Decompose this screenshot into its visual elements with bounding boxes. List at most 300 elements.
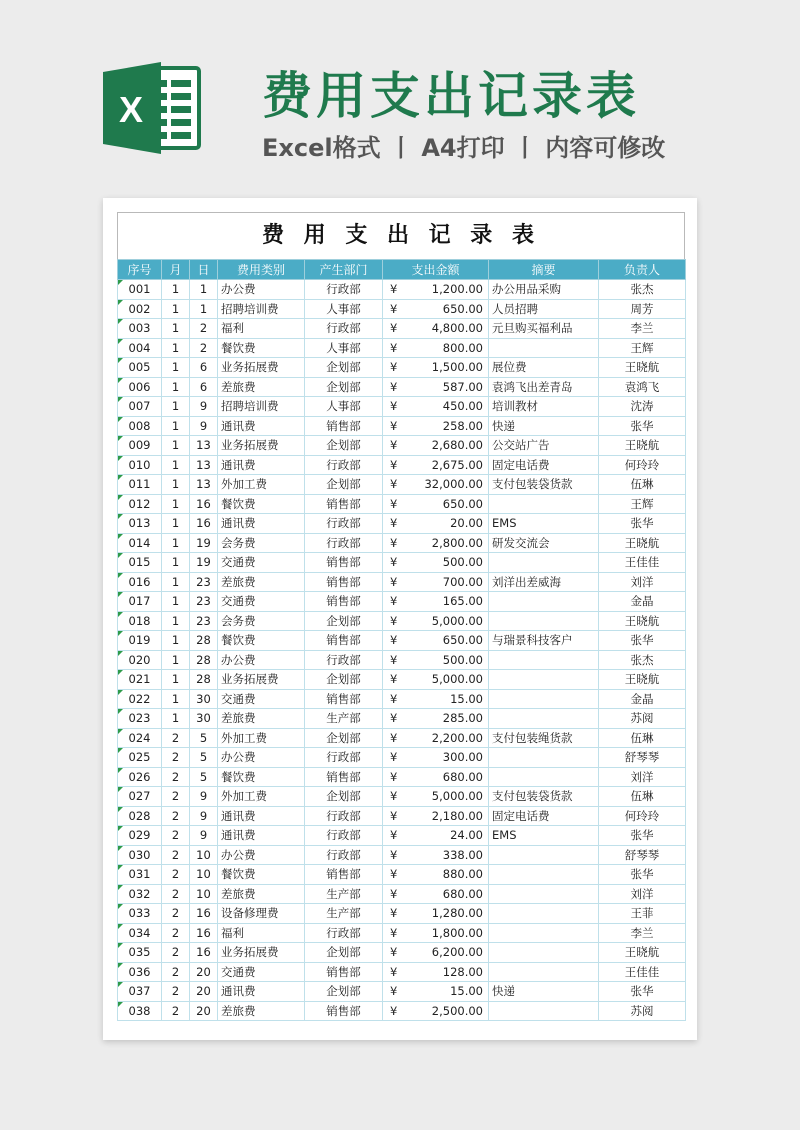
cell-category[interactable]: 办公费 bbox=[218, 845, 305, 865]
cell-summary[interactable]: 支付包装袋货款 bbox=[489, 787, 599, 807]
cell-amount[interactable] bbox=[383, 728, 489, 748]
cell-day[interactable]: 16 bbox=[190, 923, 218, 943]
cell-month[interactable]: 1 bbox=[162, 338, 190, 358]
cell-category[interactable]: 餐饮费 bbox=[218, 631, 305, 651]
cell-amount[interactable] bbox=[383, 748, 489, 768]
cell-category[interactable]: 差旅费 bbox=[218, 709, 305, 729]
cell-seq[interactable]: 021 bbox=[118, 670, 162, 690]
cell-summary[interactable]: EMS bbox=[489, 826, 599, 846]
cell-seq[interactable]: 034 bbox=[118, 923, 162, 943]
cell-day[interactable]: 20 bbox=[190, 982, 218, 1002]
cell-day[interactable]: 9 bbox=[190, 787, 218, 807]
cell-category[interactable]: 交通费 bbox=[218, 592, 305, 612]
cell-summary[interactable] bbox=[489, 689, 599, 709]
cell-department[interactable]: 行政部 bbox=[305, 514, 383, 534]
cell-day[interactable]: 5 bbox=[190, 767, 218, 787]
cell-summary[interactable] bbox=[489, 611, 599, 631]
cell-summary[interactable] bbox=[489, 592, 599, 612]
cell-day[interactable]: 23 bbox=[190, 572, 218, 592]
cell-owner[interactable]: 张华 bbox=[599, 416, 686, 436]
cell-month[interactable]: 1 bbox=[162, 280, 190, 300]
cell-owner[interactable]: 舒琴琴 bbox=[599, 748, 686, 768]
cell-amount[interactable] bbox=[383, 650, 489, 670]
cell-amount[interactable] bbox=[383, 475, 489, 495]
cell-category[interactable]: 交通费 bbox=[218, 689, 305, 709]
cell-day[interactable]: 9 bbox=[190, 397, 218, 417]
cell-amount[interactable] bbox=[383, 787, 489, 807]
cell-category[interactable]: 差旅费 bbox=[218, 1001, 305, 1021]
col-header-category[interactable]: 费用类别 bbox=[218, 260, 305, 280]
cell-amount[interactable] bbox=[383, 572, 489, 592]
cell-summary[interactable] bbox=[489, 943, 599, 963]
cell-category[interactable]: 办公费 bbox=[218, 280, 305, 300]
cell-owner[interactable]: 王佳佳 bbox=[599, 962, 686, 982]
cell-summary[interactable] bbox=[489, 923, 599, 943]
cell-month[interactable]: 2 bbox=[162, 865, 190, 885]
cell-month[interactable]: 1 bbox=[162, 592, 190, 612]
cell-day[interactable]: 9 bbox=[190, 826, 218, 846]
cell-seq[interactable]: 037 bbox=[118, 982, 162, 1002]
cell-summary[interactable]: 快递 bbox=[489, 416, 599, 436]
cell-seq[interactable]: 001 bbox=[118, 280, 162, 300]
cell-department[interactable]: 销售部 bbox=[305, 553, 383, 573]
cell-summary[interactable]: 支付包装绳货款 bbox=[489, 728, 599, 748]
cell-category[interactable]: 外加工费 bbox=[218, 475, 305, 495]
cell-month[interactable]: 1 bbox=[162, 416, 190, 436]
cell-seq[interactable]: 014 bbox=[118, 533, 162, 553]
cell-day[interactable]: 6 bbox=[190, 358, 218, 378]
cell-category[interactable]: 交通费 bbox=[218, 553, 305, 573]
cell-seq[interactable]: 027 bbox=[118, 787, 162, 807]
cell-department[interactable]: 人事部 bbox=[305, 397, 383, 417]
cell-summary[interactable]: 公交站广告 bbox=[489, 436, 599, 456]
cell-day[interactable]: 10 bbox=[190, 845, 218, 865]
cell-day[interactable]: 2 bbox=[190, 319, 218, 339]
cell-summary[interactable]: 研发交流会 bbox=[489, 533, 599, 553]
cell-summary[interactable]: 与瑞景科技客户 bbox=[489, 631, 599, 651]
cell-category[interactable]: 招聘培训费 bbox=[218, 397, 305, 417]
cell-day[interactable]: 30 bbox=[190, 689, 218, 709]
cell-day[interactable]: 6 bbox=[190, 377, 218, 397]
cell-department[interactable]: 行政部 bbox=[305, 748, 383, 768]
cell-seq[interactable]: 035 bbox=[118, 943, 162, 963]
cell-owner[interactable]: 李兰 bbox=[599, 319, 686, 339]
cell-category[interactable]: 外加工费 bbox=[218, 787, 305, 807]
cell-month[interactable]: 1 bbox=[162, 319, 190, 339]
cell-department[interactable]: 企划部 bbox=[305, 436, 383, 456]
cell-category[interactable]: 外加工费 bbox=[218, 728, 305, 748]
cell-day[interactable]: 20 bbox=[190, 962, 218, 982]
cell-department[interactable]: 企划部 bbox=[305, 982, 383, 1002]
cell-seq[interactable]: 002 bbox=[118, 299, 162, 319]
cell-department[interactable]: 行政部 bbox=[305, 319, 383, 339]
cell-day[interactable]: 19 bbox=[190, 533, 218, 553]
cell-category[interactable]: 福利 bbox=[218, 319, 305, 339]
cell-summary[interactable] bbox=[489, 962, 599, 982]
cell-day[interactable]: 28 bbox=[190, 650, 218, 670]
cell-category[interactable]: 业务拓展费 bbox=[218, 436, 305, 456]
cell-department[interactable]: 企划部 bbox=[305, 377, 383, 397]
cell-seq[interactable]: 007 bbox=[118, 397, 162, 417]
cell-amount[interactable] bbox=[383, 923, 489, 943]
cell-day[interactable]: 9 bbox=[190, 806, 218, 826]
cell-department[interactable]: 企划部 bbox=[305, 787, 383, 807]
cell-summary[interactable]: 固定电话费 bbox=[489, 806, 599, 826]
cell-seq[interactable]: 017 bbox=[118, 592, 162, 612]
cell-department[interactable]: 企划部 bbox=[305, 943, 383, 963]
cell-summary[interactable]: EMS bbox=[489, 514, 599, 534]
cell-seq[interactable]: 026 bbox=[118, 767, 162, 787]
cell-month[interactable]: 1 bbox=[162, 377, 190, 397]
cell-summary[interactable]: 固定电话费 bbox=[489, 455, 599, 475]
cell-summary[interactable] bbox=[489, 553, 599, 573]
cell-amount[interactable] bbox=[383, 436, 489, 456]
cell-owner[interactable]: 伍琳 bbox=[599, 475, 686, 495]
cell-category[interactable]: 差旅费 bbox=[218, 884, 305, 904]
cell-month[interactable]: 1 bbox=[162, 709, 190, 729]
cell-amount[interactable] bbox=[383, 982, 489, 1002]
cell-month[interactable]: 1 bbox=[162, 397, 190, 417]
cell-month[interactable]: 2 bbox=[162, 982, 190, 1002]
cell-owner[interactable]: 王晓航 bbox=[599, 358, 686, 378]
cell-owner[interactable]: 伍琳 bbox=[599, 787, 686, 807]
cell-owner[interactable]: 张华 bbox=[599, 982, 686, 1002]
cell-category[interactable]: 办公费 bbox=[218, 748, 305, 768]
cell-month[interactable]: 1 bbox=[162, 670, 190, 690]
cell-seq[interactable]: 005 bbox=[118, 358, 162, 378]
cell-summary[interactable] bbox=[489, 494, 599, 514]
cell-owner[interactable]: 刘洋 bbox=[599, 884, 686, 904]
cell-summary[interactable]: 展位费 bbox=[489, 358, 599, 378]
cell-seq[interactable]: 012 bbox=[118, 494, 162, 514]
cell-owner[interactable]: 李兰 bbox=[599, 923, 686, 943]
cell-owner[interactable]: 金晶 bbox=[599, 689, 686, 709]
cell-amount[interactable] bbox=[383, 962, 489, 982]
cell-department[interactable]: 销售部 bbox=[305, 631, 383, 651]
cell-category[interactable]: 招聘培训费 bbox=[218, 299, 305, 319]
cell-day[interactable]: 9 bbox=[190, 416, 218, 436]
cell-seq[interactable]: 013 bbox=[118, 514, 162, 534]
cell-day[interactable]: 2 bbox=[190, 338, 218, 358]
cell-amount[interactable] bbox=[383, 631, 489, 651]
cell-month[interactable]: 1 bbox=[162, 553, 190, 573]
cell-category[interactable]: 通讯费 bbox=[218, 806, 305, 826]
cell-amount[interactable] bbox=[383, 299, 489, 319]
cell-category[interactable]: 差旅费 bbox=[218, 377, 305, 397]
cell-owner[interactable]: 王晓航 bbox=[599, 533, 686, 553]
cell-amount[interactable] bbox=[383, 826, 489, 846]
cell-owner[interactable]: 王辉 bbox=[599, 338, 686, 358]
cell-month[interactable]: 2 bbox=[162, 787, 190, 807]
cell-category[interactable]: 办公费 bbox=[218, 650, 305, 670]
cell-day[interactable]: 16 bbox=[190, 514, 218, 534]
cell-owner[interactable]: 苏阅 bbox=[599, 709, 686, 729]
cell-seq[interactable]: 024 bbox=[118, 728, 162, 748]
cell-day[interactable]: 23 bbox=[190, 592, 218, 612]
cell-department[interactable]: 行政部 bbox=[305, 806, 383, 826]
cell-department[interactable]: 企划部 bbox=[305, 358, 383, 378]
cell-department[interactable]: 企划部 bbox=[305, 670, 383, 690]
cell-month[interactable]: 1 bbox=[162, 689, 190, 709]
cell-department[interactable]: 销售部 bbox=[305, 767, 383, 787]
cell-month[interactable]: 1 bbox=[162, 475, 190, 495]
cell-category[interactable]: 通讯费 bbox=[218, 982, 305, 1002]
cell-day[interactable]: 1 bbox=[190, 280, 218, 300]
cell-category[interactable]: 通讯费 bbox=[218, 455, 305, 475]
col-header-department[interactable]: 产生部门 bbox=[305, 260, 383, 280]
cell-owner[interactable]: 王晓航 bbox=[599, 611, 686, 631]
col-header-day[interactable]: 日 bbox=[190, 260, 218, 280]
cell-department[interactable]: 行政部 bbox=[305, 826, 383, 846]
cell-month[interactable]: 1 bbox=[162, 299, 190, 319]
cell-month[interactable]: 2 bbox=[162, 728, 190, 748]
cell-month[interactable]: 2 bbox=[162, 884, 190, 904]
cell-amount[interactable] bbox=[383, 611, 489, 631]
cell-category[interactable]: 会务费 bbox=[218, 611, 305, 631]
cell-owner[interactable]: 伍琳 bbox=[599, 728, 686, 748]
cell-day[interactable]: 13 bbox=[190, 436, 218, 456]
cell-seq[interactable]: 025 bbox=[118, 748, 162, 768]
cell-owner[interactable]: 张杰 bbox=[599, 650, 686, 670]
cell-seq[interactable]: 015 bbox=[118, 553, 162, 573]
cell-month[interactable]: 2 bbox=[162, 923, 190, 943]
cell-amount[interactable] bbox=[383, 338, 489, 358]
cell-amount[interactable] bbox=[383, 358, 489, 378]
cell-amount[interactable] bbox=[383, 767, 489, 787]
cell-owner[interactable]: 袁鸿飞 bbox=[599, 377, 686, 397]
cell-month[interactable]: 1 bbox=[162, 631, 190, 651]
cell-summary[interactable]: 袁鸿飞出差青岛 bbox=[489, 377, 599, 397]
cell-owner[interactable]: 沈涛 bbox=[599, 397, 686, 417]
cell-month[interactable]: 1 bbox=[162, 494, 190, 514]
cell-owner[interactable]: 王菲 bbox=[599, 904, 686, 924]
cell-summary[interactable] bbox=[489, 338, 599, 358]
cell-amount[interactable] bbox=[383, 884, 489, 904]
cell-amount[interactable] bbox=[383, 904, 489, 924]
cell-seq[interactable]: 020 bbox=[118, 650, 162, 670]
cell-category[interactable]: 交通费 bbox=[218, 962, 305, 982]
cell-summary[interactable] bbox=[489, 650, 599, 670]
cell-amount[interactable] bbox=[383, 709, 489, 729]
cell-seq[interactable]: 010 bbox=[118, 455, 162, 475]
cell-owner[interactable]: 张华 bbox=[599, 865, 686, 885]
cell-category[interactable]: 餐饮费 bbox=[218, 494, 305, 514]
cell-summary[interactable] bbox=[489, 865, 599, 885]
cell-amount[interactable] bbox=[383, 514, 489, 534]
cell-summary[interactable] bbox=[489, 904, 599, 924]
cell-day[interactable]: 20 bbox=[190, 1001, 218, 1021]
cell-owner[interactable]: 王佳佳 bbox=[599, 553, 686, 573]
cell-category[interactable]: 餐饮费 bbox=[218, 767, 305, 787]
cell-owner[interactable]: 周芳 bbox=[599, 299, 686, 319]
cell-amount[interactable] bbox=[383, 319, 489, 339]
cell-month[interactable]: 1 bbox=[162, 533, 190, 553]
cell-amount[interactable] bbox=[383, 865, 489, 885]
cell-category[interactable]: 餐饮费 bbox=[218, 338, 305, 358]
cell-day[interactable]: 23 bbox=[190, 611, 218, 631]
cell-category[interactable]: 餐饮费 bbox=[218, 865, 305, 885]
cell-day[interactable]: 10 bbox=[190, 865, 218, 885]
cell-month[interactable]: 2 bbox=[162, 806, 190, 826]
cell-day[interactable]: 5 bbox=[190, 728, 218, 748]
cell-amount[interactable] bbox=[383, 377, 489, 397]
cell-amount[interactable] bbox=[383, 689, 489, 709]
cell-day[interactable]: 16 bbox=[190, 904, 218, 924]
cell-category[interactable]: 差旅费 bbox=[218, 572, 305, 592]
cell-owner[interactable]: 苏阅 bbox=[599, 1001, 686, 1021]
cell-seq[interactable]: 008 bbox=[118, 416, 162, 436]
cell-summary[interactable] bbox=[489, 767, 599, 787]
cell-day[interactable]: 28 bbox=[190, 670, 218, 690]
cell-summary[interactable]: 元旦购买福利品 bbox=[489, 319, 599, 339]
cell-amount[interactable] bbox=[383, 1001, 489, 1021]
cell-department[interactable]: 生产部 bbox=[305, 904, 383, 924]
cell-owner[interactable]: 刘洋 bbox=[599, 572, 686, 592]
cell-amount[interactable] bbox=[383, 592, 489, 612]
cell-seq[interactable]: 029 bbox=[118, 826, 162, 846]
cell-month[interactable]: 1 bbox=[162, 650, 190, 670]
cell-department[interactable]: 行政部 bbox=[305, 280, 383, 300]
cell-category[interactable]: 业务拓展费 bbox=[218, 670, 305, 690]
cell-day[interactable]: 30 bbox=[190, 709, 218, 729]
cell-seq[interactable]: 004 bbox=[118, 338, 162, 358]
cell-summary[interactable] bbox=[489, 748, 599, 768]
cell-seq[interactable]: 030 bbox=[118, 845, 162, 865]
cell-seq[interactable]: 006 bbox=[118, 377, 162, 397]
cell-owner[interactable]: 张华 bbox=[599, 826, 686, 846]
cell-seq[interactable]: 019 bbox=[118, 631, 162, 651]
cell-department[interactable]: 企划部 bbox=[305, 475, 383, 495]
cell-department[interactable]: 销售部 bbox=[305, 962, 383, 982]
cell-day[interactable]: 13 bbox=[190, 475, 218, 495]
cell-amount[interactable] bbox=[383, 553, 489, 573]
cell-seq[interactable]: 018 bbox=[118, 611, 162, 631]
cell-category[interactable]: 设备修理费 bbox=[218, 904, 305, 924]
cell-category[interactable]: 业务拓展费 bbox=[218, 358, 305, 378]
cell-summary[interactable] bbox=[489, 884, 599, 904]
col-header-month[interactable]: 月 bbox=[162, 260, 190, 280]
cell-amount[interactable] bbox=[383, 943, 489, 963]
cell-department[interactable]: 企划部 bbox=[305, 728, 383, 748]
cell-department[interactable]: 销售部 bbox=[305, 1001, 383, 1021]
cell-category[interactable]: 福利 bbox=[218, 923, 305, 943]
cell-owner[interactable]: 张杰 bbox=[599, 280, 686, 300]
cell-category[interactable]: 通讯费 bbox=[218, 826, 305, 846]
cell-month[interactable]: 1 bbox=[162, 455, 190, 475]
cell-category[interactable]: 业务拓展费 bbox=[218, 943, 305, 963]
cell-summary[interactable]: 刘洋出差威海 bbox=[489, 572, 599, 592]
cell-month[interactable]: 2 bbox=[162, 962, 190, 982]
cell-department[interactable]: 人事部 bbox=[305, 299, 383, 319]
cell-day[interactable]: 28 bbox=[190, 631, 218, 651]
cell-owner[interactable]: 张华 bbox=[599, 631, 686, 651]
cell-category[interactable]: 通讯费 bbox=[218, 416, 305, 436]
cell-seq[interactable]: 011 bbox=[118, 475, 162, 495]
cell-department[interactable]: 行政部 bbox=[305, 923, 383, 943]
cell-seq[interactable]: 003 bbox=[118, 319, 162, 339]
col-header-seq[interactable]: 序号 bbox=[118, 260, 162, 280]
cell-seq[interactable]: 023 bbox=[118, 709, 162, 729]
cell-department[interactable]: 销售部 bbox=[305, 865, 383, 885]
cell-department[interactable]: 行政部 bbox=[305, 650, 383, 670]
cell-summary[interactable] bbox=[489, 709, 599, 729]
cell-month[interactable]: 2 bbox=[162, 845, 190, 865]
cell-department[interactable]: 销售部 bbox=[305, 494, 383, 514]
cell-day[interactable]: 19 bbox=[190, 553, 218, 573]
cell-department[interactable]: 生产部 bbox=[305, 709, 383, 729]
cell-day[interactable]: 16 bbox=[190, 943, 218, 963]
col-header-amount[interactable]: 支出金额 bbox=[383, 260, 489, 280]
cell-summary[interactable]: 快递 bbox=[489, 982, 599, 1002]
cell-month[interactable]: 1 bbox=[162, 514, 190, 534]
cell-day[interactable]: 1 bbox=[190, 299, 218, 319]
cell-amount[interactable] bbox=[383, 455, 489, 475]
cell-seq[interactable]: 009 bbox=[118, 436, 162, 456]
cell-amount[interactable] bbox=[383, 533, 489, 553]
col-header-summary[interactable]: 摘要 bbox=[489, 260, 599, 280]
cell-department[interactable]: 人事部 bbox=[305, 338, 383, 358]
cell-month[interactable]: 1 bbox=[162, 358, 190, 378]
cell-summary[interactable] bbox=[489, 845, 599, 865]
cell-summary[interactable] bbox=[489, 1001, 599, 1021]
cell-department[interactable]: 销售部 bbox=[305, 592, 383, 612]
cell-owner[interactable]: 金晶 bbox=[599, 592, 686, 612]
cell-department[interactable]: 销售部 bbox=[305, 572, 383, 592]
cell-category[interactable]: 会务费 bbox=[218, 533, 305, 553]
cell-month[interactable]: 2 bbox=[162, 826, 190, 846]
cell-amount[interactable] bbox=[383, 416, 489, 436]
cell-summary[interactable]: 支付包装袋货款 bbox=[489, 475, 599, 495]
cell-owner[interactable]: 何玲玲 bbox=[599, 455, 686, 475]
cell-day[interactable]: 10 bbox=[190, 884, 218, 904]
cell-owner[interactable]: 何玲玲 bbox=[599, 806, 686, 826]
cell-owner[interactable]: 舒琴琴 bbox=[599, 845, 686, 865]
cell-month[interactable]: 1 bbox=[162, 436, 190, 456]
cell-month[interactable]: 1 bbox=[162, 611, 190, 631]
cell-department[interactable]: 销售部 bbox=[305, 416, 383, 436]
cell-department[interactable]: 销售部 bbox=[305, 689, 383, 709]
cell-summary[interactable]: 人员招聘 bbox=[489, 299, 599, 319]
cell-day[interactable]: 13 bbox=[190, 455, 218, 475]
cell-day[interactable]: 5 bbox=[190, 748, 218, 768]
cell-department[interactable]: 行政部 bbox=[305, 455, 383, 475]
cell-amount[interactable] bbox=[383, 494, 489, 514]
cell-owner[interactable]: 王辉 bbox=[599, 494, 686, 514]
cell-seq[interactable]: 022 bbox=[118, 689, 162, 709]
cell-amount[interactable] bbox=[383, 670, 489, 690]
cell-owner[interactable]: 王晓航 bbox=[599, 670, 686, 690]
cell-department[interactable]: 行政部 bbox=[305, 845, 383, 865]
cell-owner[interactable]: 王晓航 bbox=[599, 436, 686, 456]
cell-owner[interactable]: 刘洋 bbox=[599, 767, 686, 787]
cell-category[interactable]: 通讯费 bbox=[218, 514, 305, 534]
cell-month[interactable]: 2 bbox=[162, 748, 190, 768]
col-header-owner[interactable]: 负责人 bbox=[599, 260, 686, 280]
cell-department[interactable]: 生产部 bbox=[305, 884, 383, 904]
cell-month[interactable]: 2 bbox=[162, 943, 190, 963]
cell-department[interactable]: 企划部 bbox=[305, 611, 383, 631]
cell-owner[interactable]: 张华 bbox=[599, 514, 686, 534]
cell-owner[interactable]: 王晓航 bbox=[599, 943, 686, 963]
cell-month[interactable]: 2 bbox=[162, 904, 190, 924]
cell-seq[interactable]: 038 bbox=[118, 1001, 162, 1021]
cell-seq[interactable]: 031 bbox=[118, 865, 162, 885]
cell-amount[interactable] bbox=[383, 280, 489, 300]
cell-day[interactable]: 16 bbox=[190, 494, 218, 514]
cell-summary[interactable]: 办公用品采购 bbox=[489, 280, 599, 300]
cell-seq[interactable]: 032 bbox=[118, 884, 162, 904]
cell-month[interactable]: 2 bbox=[162, 767, 190, 787]
